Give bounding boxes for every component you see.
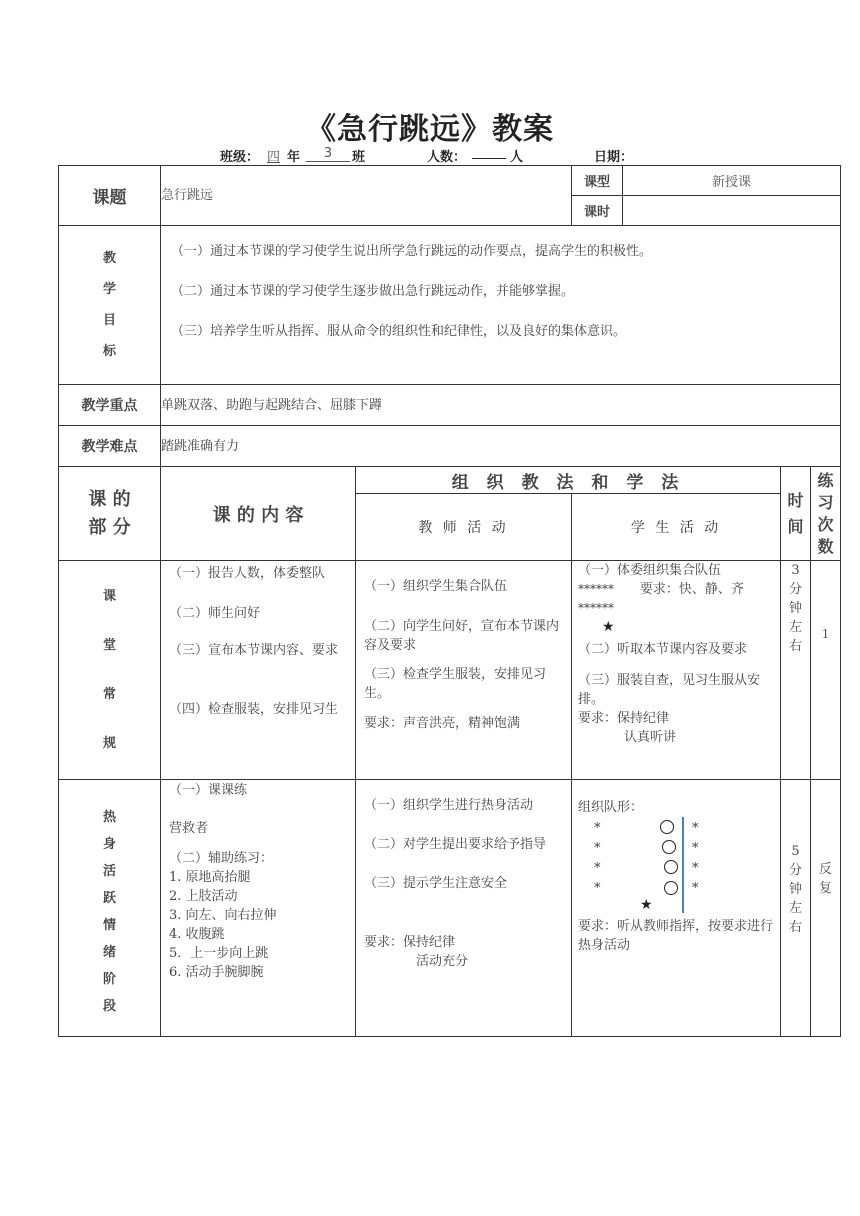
content-item: （二）师生问好: [169, 606, 261, 621]
teacher-item: （三）提示学生注意安全: [364, 876, 508, 891]
grade-unit: 年: [287, 150, 301, 165]
cone-icon: [660, 820, 674, 834]
method-header: 组 织 教 法 和 学 法: [356, 467, 781, 494]
class-unit: 班: [352, 150, 366, 165]
grade-value: 四: [267, 150, 281, 165]
formation-label: 组织队形：: [578, 800, 644, 815]
cone-icon: [664, 881, 678, 895]
routine-student: [572, 561, 781, 780]
content-item: 4. 收腹跳: [169, 927, 225, 942]
student-item: （一）体委组织集合队伍: [578, 563, 722, 578]
content-item: （四）检查服装，安排见习生: [169, 702, 339, 717]
warmup-time: 5 分 钟 左 右: [781, 780, 811, 1037]
hours-value: [623, 196, 841, 226]
formation-row: ******: [578, 601, 614, 615]
content-header: 课 的 内 容: [161, 467, 356, 561]
teacher-item: 要求：声音洪亮，精神饱满: [364, 716, 521, 731]
objective-item: （二）通过本节课的学习使学生逐步做出急行跳远动作，并能够掌握。: [171, 284, 575, 299]
student-mark: *: [594, 821, 601, 836]
topic-value: 急行跳远: [161, 166, 572, 226]
people-unit: 人: [510, 150, 524, 165]
teacher-star-icon: ★: [602, 619, 615, 635]
warmup-teacher: [356, 780, 572, 1037]
time-header: 时 间: [781, 467, 811, 561]
content-item: （二）辅助练习：: [169, 851, 274, 866]
topic-label: 课题: [59, 166, 161, 226]
type-label: 课型: [572, 166, 623, 196]
routine-time: 3 分 钟 左 右: [781, 561, 811, 780]
content-item: 1. 原地高抬腿: [169, 870, 251, 885]
teacher-item: （三）检查学生服装，安排见习生。: [364, 667, 547, 701]
section-part-routine: 课 堂 常 规: [59, 561, 161, 780]
difficulties-label: 教学难点: [59, 426, 161, 467]
content-item: 6. 活动手腕脚腕: [169, 965, 264, 980]
objectives-label: 教 学 目 标: [59, 226, 161, 385]
key-points-label: 教学重点: [59, 385, 161, 426]
class-label: 班级：: [220, 150, 260, 165]
teacher-item: 要求：保持纪律: [364, 935, 456, 950]
student-item: 认真听讲: [624, 730, 677, 745]
student-header: 学 生 活 动: [572, 494, 781, 561]
routine-teacher: [356, 561, 572, 780]
objective-item: （三）培养学生听从指挥、服从命令的组织性和纪律性，以及良好的集体意识。: [171, 324, 627, 339]
people-label: 人数：: [427, 150, 467, 165]
teacher-item: （二）对学生提出要求给予指导: [364, 837, 547, 852]
teacher-item: （一）组织学生集合队伍: [364, 579, 508, 594]
content-item: （一）报告人数，体委整队: [169, 566, 326, 581]
routine-reps: 1: [811, 561, 841, 780]
student-item: （二）听取本节课内容及要求: [578, 642, 748, 657]
section-part-warmup: 热 身 活 跃 情 绪 阶 段: [59, 780, 161, 1037]
difficulties-value: 踏跳准确有力: [161, 426, 841, 467]
student-item: （三）服装自查，见习生服从安排。: [578, 673, 761, 707]
objectives-list: [161, 226, 841, 385]
line-marker: [682, 817, 684, 913]
cone-icon: [664, 860, 678, 874]
student-mark: *: [594, 841, 601, 856]
content-item: 营救者: [169, 821, 209, 836]
teacher-item: （二）向学生问好，宣布本节课内容及要求: [364, 619, 560, 653]
warmup-reps: 反复: [811, 780, 841, 1037]
warmup-student: [572, 780, 781, 1037]
key-points-value: 单跳双落、助跑与起跳结合、屈膝下蹲: [161, 385, 841, 426]
content-item: 2. 上肢活动: [169, 889, 238, 904]
type-value: 新授课: [623, 166, 841, 196]
student-mark: *: [692, 821, 699, 836]
content-item: （三）宣布本节课内容、要求: [169, 643, 339, 658]
class-number: 3: [306, 146, 350, 162]
teacher-star-icon: ★: [640, 897, 653, 913]
routine-content: [161, 561, 356, 780]
content-item: 3. 向左、向右拉伸: [169, 908, 277, 923]
student-mark: *: [594, 881, 601, 896]
student-mark: *: [594, 861, 601, 876]
warmup-formation-diagram: [578, 817, 774, 917]
teacher-header: 教 师 活 动: [356, 494, 572, 561]
teacher-item: （一）组织学生进行热身活动: [364, 798, 534, 813]
student-mark: *: [692, 841, 699, 856]
student-item: 要求：听从教师指挥，按要求进行热身活动: [578, 919, 774, 953]
warmup-content: [161, 780, 356, 1037]
lesson-plan-table: [58, 165, 841, 1037]
people-blank: [472, 146, 506, 163]
objective-item: （一）通过本节课的学习使学生说出所学急行跳远的动作要点，提高学生的积极性。: [171, 244, 653, 259]
student-mark: *: [692, 861, 699, 876]
content-item: 5．上一步向上跳: [169, 946, 269, 961]
date-label: 日期：: [594, 150, 634, 165]
teacher-item: 活动充分: [416, 954, 469, 969]
student-mark: *: [692, 881, 699, 896]
cone-icon: [662, 840, 676, 854]
student-item: 要求：保持纪律: [578, 711, 670, 726]
formation-row: ****** 要求：快、静、齐: [578, 582, 744, 597]
hours-label: 课时: [572, 196, 623, 226]
part-header: 课 的 部 分: [59, 467, 161, 561]
content-item: （一）课课练: [169, 783, 248, 798]
reps-header: 练 习 次 数: [811, 467, 841, 561]
page-title: 《急行跳远》教案: [306, 112, 554, 147]
